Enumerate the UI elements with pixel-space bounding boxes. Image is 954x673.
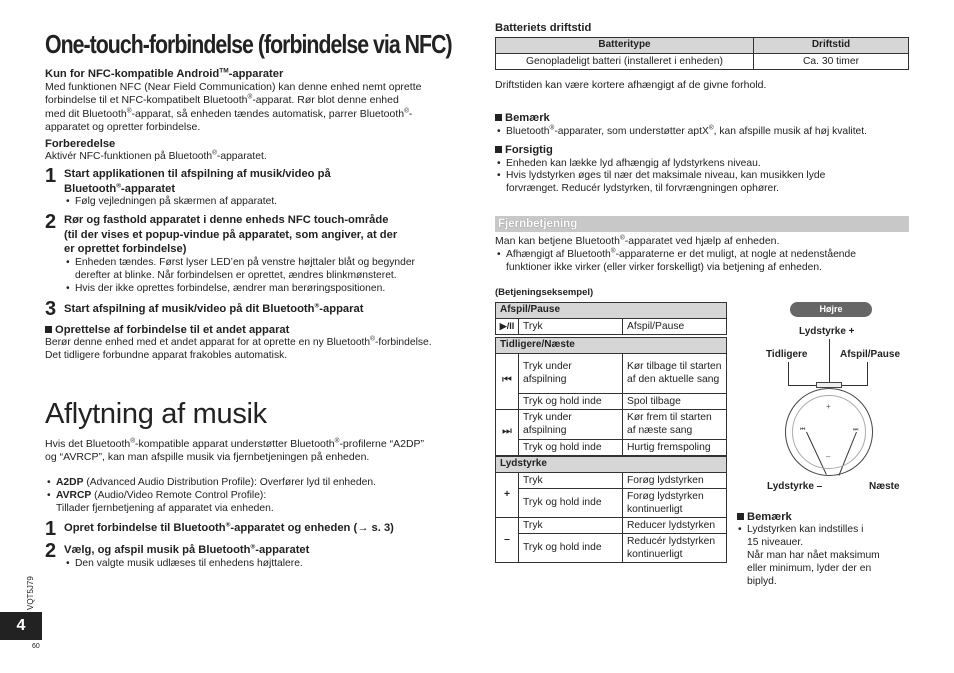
music-step-2-text: Vælg, og afspil musik på Bluetooth®-apparatet [64,543,310,556]
example-label: (Betjeningseksempel) [495,287,594,298]
result-cell: Forøg lydstyrken kontinuerligt [623,488,727,517]
next-mark-icon: ⏭ [853,427,859,433]
action-cell: Tryk og hold inde [519,488,623,517]
step-2-bullet-2: • Hvis der ikke oprettes forbindelse, ændrer man berøringspositionen. [66,283,386,294]
model-code: VQT5J79 [26,576,35,610]
prevnext-header: Tidligere/Næste [496,338,727,354]
playpause-leader-h [842,385,868,386]
caution-bullet-2: • Hvis lydstyrken øges til nær det maksimale niveau, kan musikken lyde forvrænget. Reducér lydstyrken, til forvrængningen ophører. [497,170,826,195]
battery-table-header [496,38,909,54]
music-step-1-text: Opret forbindelse til Bluetooth®-apparatet og enheden (→ s. 3) [64,521,394,534]
plus-mark-icon: + [826,402,831,411]
avrcp-bullet: • AVRCP (Audio/Video Remote Control Profile): Tillader fjernbetjening af apparatet via enheden. [47,490,274,515]
note-2-bullet: • Lydstyrken kan indstilles i 15 niveauer. Når man har nået maksimum eller minimum, lyder der en biplyd. [738,524,880,588]
runtime-header: Driftstid [754,38,909,54]
action-cell: Tryk og hold inde [519,439,623,455]
previous-leader-h [788,385,817,386]
result-cell: Kør tilbage til starten af den aktuelle sang [623,353,727,393]
page-number: 4 [0,612,42,640]
result-cell: Kør frem til starten af næste sang [623,409,727,439]
square-bullet-icon [45,326,52,333]
previous-icon: ⏮ [496,353,519,409]
battery-table [495,37,909,70]
play-pause-icon: ▶/II [496,318,519,334]
preparation-text: Aktivér NFC-funktionen på Bluetooth®-apparatet. [45,149,267,162]
nfc-section-title: One-touch-forbindelse (forbindelse via NFC) [45,29,452,59]
step-2-number: 2 [45,211,57,233]
step-3-number: 3 [45,298,57,320]
prevnext-table [495,337,727,456]
playpause-label: Afspil/Pause [840,349,901,360]
step-3-text: Start afspilning af musik/video på dit Bluetooth®-apparat [64,302,364,315]
table-row [496,393,727,409]
playpause-leader [867,362,868,385]
table-row [496,353,727,393]
other-device-text: Berør denne enhed med et andet apparat for at oprette en ny Bluetooth®-forbindelse. Det tidligere forbundne apparat frakobles automatisk. [45,335,432,362]
table-row [496,53,909,69]
page-small-number: 60 [32,643,40,650]
action-cell: Tryk under afspilning [519,353,623,393]
previous-label: Tidligere [766,349,808,360]
volume-table [495,456,727,563]
playpause-table [495,302,727,335]
action-cell: Tryk [519,318,623,334]
square-bullet-icon [495,114,502,121]
square-bullet-icon [495,146,502,153]
step-1-number: 1 [45,165,57,187]
table-row [496,439,727,455]
step-2-text: Rør og fasthold apparatet i denne enheds NFC touch-område (til der vises et popup-vindue på apparatet, som angiver, at der er oprettet forbindelse) [64,214,398,256]
action-cell: Tryk under afspilning [519,409,623,439]
result-cell: Reducer lydstyrken [623,517,727,533]
result-cell: Afspil/Pause [623,318,727,334]
action-cell: Tryk og hold inde [519,533,623,562]
music-step-2-number: 2 [45,540,57,562]
volume-header: Lydstyrke [496,457,727,473]
volume-up-label: Lydstyrke + [799,326,855,337]
volume-plus-icon: + [496,472,519,517]
volume-up-leader [829,339,830,385]
square-bullet-icon [737,513,744,520]
table-row [496,517,727,533]
prev-mark-icon: ⏮ [800,427,806,433]
battery-type-cell: Genopladeligt batteri (installeret i enheden) [496,53,754,69]
music-step-2-bullet: • Den valgte musik udlæses til enhedens højttalere. [66,558,303,569]
music-step-1-number: 1 [45,518,57,540]
volume-down-label: Lydstyrke – [767,481,823,492]
previous-leader [788,362,789,385]
note-2-heading: Bemærk [737,510,792,524]
volume-minus-icon: – [496,517,519,562]
caution-bullet-1: • Enheden kan lække lyd afhængig af lydstyrkens niveau. [497,158,761,169]
note-1-heading: Bemærk [495,111,550,125]
result-cell: Spol tilbage [623,393,727,409]
table-row [496,409,727,439]
action-cell: Tryk [519,517,623,533]
nfc-subtitle: Kun for NFC-kompatible Android™-apparater [45,67,284,80]
caution-heading: Forsigtig [495,143,553,157]
music-section-title: Aflytning af musik [45,398,267,430]
step-1-bullet: • Følg vejledningen på skærmen af apparatet. [66,196,278,207]
right-side-badge: Højre [790,302,872,317]
remote-section-heading: Fjernbetjening [495,216,909,232]
action-cell: Tryk [519,472,623,488]
preparation-heading: Forberedelse [45,138,116,150]
step-1-text: Start applikationen til afspilning af musik/video på Bluetooth®-apparatet [64,168,331,195]
other-device-heading: Oprettelse af forbindelse til et andet apparat [45,323,289,337]
remote-bullet: • Afhængigt af Bluetooth®-apparaterne er det muligt, at nogle at nedenstående funktioner ikke virker (eller virker forskelligt) via betjening af enheden. [497,247,856,274]
runtime-cell: Ca. 30 timer [754,53,909,69]
table-row [496,533,727,562]
next-label: Næste [869,481,900,492]
battery-heading: Batteriets driftstid [495,22,592,34]
step-2-bullet-1: • Enheden tændes. Først lyser LED’en på venstre højttaler blåt og begynder derefter at blinke. Når forbindelsen er oprettet, ændres blinkmønsteret. [66,257,415,282]
nfc-intro-paragraph: Med funktionen NFC (Near Field Communication) kan denne enhed nemt oprette forbindelse til et NFC-kompatibelt Bluetooth®-apparat. Rør blot denne enhed med dit Bluetooth®-apparat, så enheden tændes automatisk, parrer Bluetooth®- apparatet og opretter forbindelse. [45,81,422,133]
playpause-header: Afspil/Pause [496,303,727,319]
a2dp-bullet: • A2DP (Advanced Audio Distribution Profile): Overfører lyd til enheden. [47,477,376,488]
battery-note: Driftstiden kan være kortere afhængigt af de givne forhold. [495,79,767,91]
table-row [496,488,727,517]
result-cell: Hurtig fremspoling [623,439,727,455]
remote-intro: Man kan betjene Bluetooth®-apparatet ved hjælp af enheden. [495,234,780,247]
table-row [496,472,727,488]
result-cell: Forøg lydstyrken [623,472,727,488]
action-cell: Tryk og hold inde [519,393,623,409]
next-icon: ⏭ [496,409,519,455]
battery-type-header: Batteritype [496,38,754,54]
table-row [496,318,727,334]
minus-mark-icon: – [826,452,831,461]
music-intro: Hvis det Bluetooth®-kompatible apparat understøtter Bluetooth®-profilerne “A2DP” og “AVRCP”, kan man afspille musik via fjernbetjeningen på enheden. [45,437,425,464]
result-cell: Reducér lydstyrken kontinuerligt [623,533,727,562]
note-1-bullet: • Bluetooth®-apparater, som understøtter aptX®, kan afspille musik af høj kvalitet. [497,124,868,137]
